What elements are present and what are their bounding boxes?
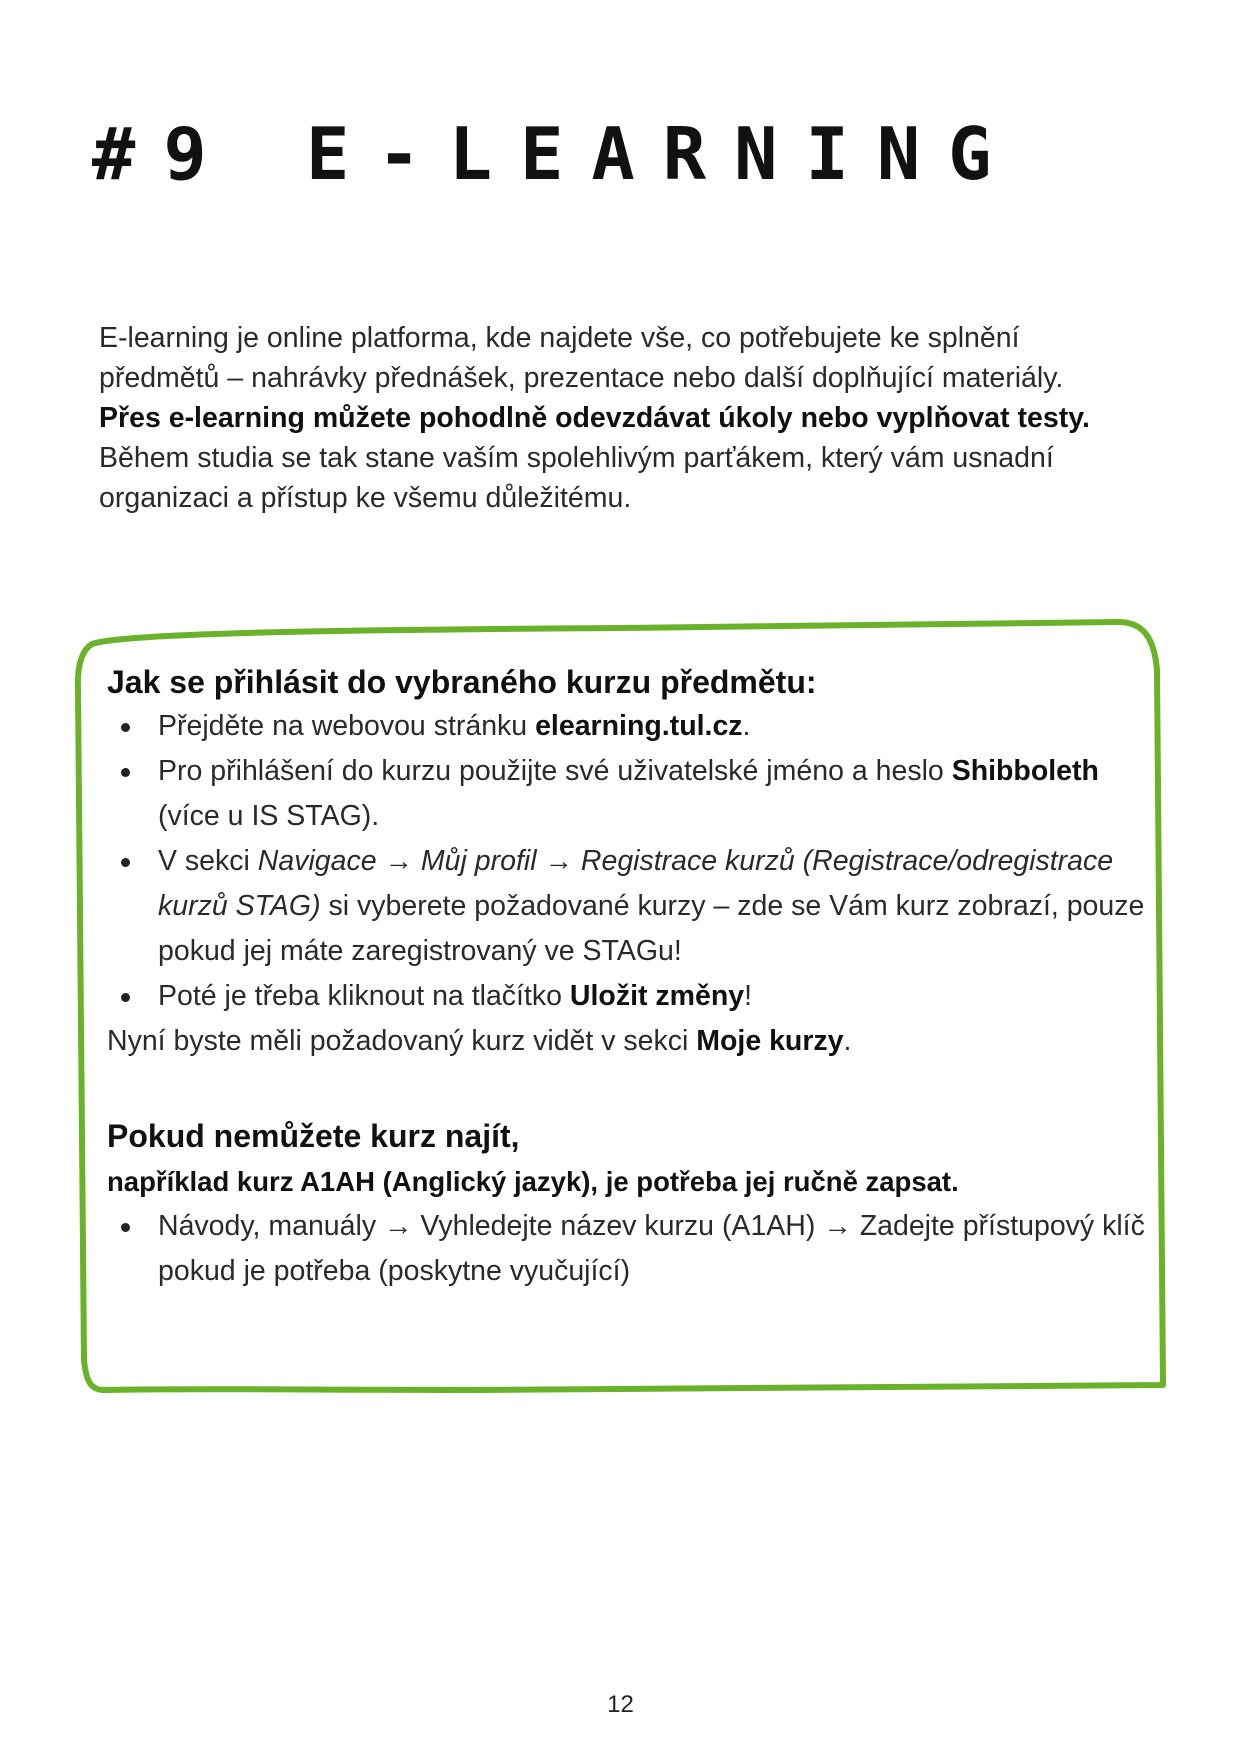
step-3-end: si vyberete požadované kurzy – zde se Vám kurz zobrazí, pouze pokud jej máte zaregistrovaný ve STAGu! — [158, 890, 1145, 967]
login-instructions-box — [107, 660, 1147, 1294]
box-heading: Jak se přihlásit do vybraného kurzu předmětu: — [107, 664, 817, 700]
courses-note — [107, 1019, 1147, 1064]
page-title: #9 E-LEARNING — [92, 112, 1020, 196]
my-courses-bold: Moje kurzy — [696, 1025, 844, 1057]
step-1-end: . — [742, 710, 751, 742]
elearning-link: elearning.tul.cz — [535, 710, 743, 742]
intro-paragraph — [99, 318, 1099, 518]
navigation-path: Navigace → Můj profil → Registrace kurzů (Registrace/odregistrace kurzů STAG) — [158, 845, 1114, 922]
step-4-end: ! — [744, 980, 753, 1012]
note-end: . — [843, 1025, 852, 1057]
step-2-text: Pro přihlášení do kurzu použijte své uživatelské jméno a heslo — [158, 755, 952, 787]
shibboleth-bold: Shibboleth — [951, 755, 1099, 787]
note-text: Nyní byste měli požadovaný kurz vidět v sekci — [107, 1025, 697, 1057]
step-1-text: Přejděte na webovou stránku — [158, 710, 536, 742]
list-item — [107, 704, 1147, 749]
intro-text-end: Během studia se tak stane vaším spolehlivým parťákem, který vám usnadní organizaci a přístup ke všemu důležitému. — [99, 442, 1054, 514]
login-steps-list — [107, 704, 1147, 1019]
intro-bold-text: Přes e-learning můžete pohodlně odevzdávat úkoly nebo vyplňovat testy. — [99, 402, 1090, 434]
intro-text-start: E-learning je online platforma, kde najdete vše, co potřebujete ke splnění předmětů – nahrávky přednášek, prezentace nebo další doplňující materiály. — [99, 322, 1064, 394]
section-2-heading: Pokud nemůžete kurz najít, — [107, 1118, 520, 1154]
list-item: Návody, manuály → Vyhledejte název kurzu (A1AH) → Zadejte přístupový klíč pokud je potřeba (poskytne vyučující) — [107, 1204, 1147, 1294]
page-number: 12 — [607, 1691, 634, 1718]
list-item — [107, 974, 1147, 1019]
list-item — [107, 749, 1147, 839]
save-changes-bold: Uložit změny — [569, 980, 745, 1012]
section-2-subheading: například kurz A1AH (Anglický jazyk), je potřeba jej ručně zapsat. — [107, 1166, 959, 1197]
step-4-text: Poté je třeba kliknout na tlačítko — [158, 980, 570, 1012]
list-item — [107, 839, 1147, 974]
step-3-text: V sekci — [158, 845, 258, 877]
step-2-end: (více u IS STAG). — [158, 800, 380, 832]
manual-enrol-list — [107, 1204, 1147, 1294]
